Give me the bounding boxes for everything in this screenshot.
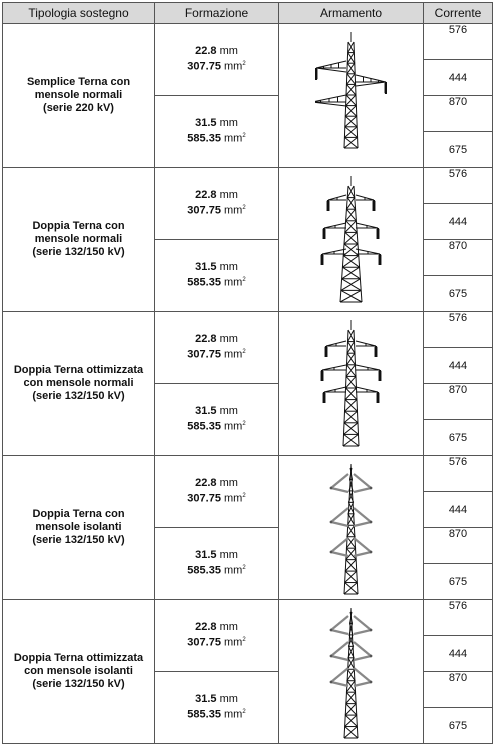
diameter-unit: mm: [216, 477, 238, 490]
formazione-cell: 22.8 mm 307.75 $mm^2$: [155, 312, 279, 384]
tipologia-line: Doppia Terna con: [32, 220, 125, 232]
tipologia-cell: [3, 24, 155, 168]
tipologia-line: mensole normali: [34, 233, 123, 245]
conductor-diameter: 31.5: [195, 693, 217, 706]
corrente-cell: 444: [424, 204, 493, 240]
area-unit: mm: [220, 276, 243, 289]
diameter-unit: mm: [216, 621, 238, 634]
corrente-cell: 444: [424, 636, 493, 672]
corrente-cell: 675: [424, 564, 493, 600]
corrente-cell: 576: [424, 312, 493, 348]
area-unit: mm: [220, 708, 243, 721]
conductor-diameter: 31.5: [195, 117, 217, 130]
corrente-cell: 444: [424, 60, 493, 96]
area-unit: mm: [220, 348, 243, 361]
single-circuit-normal-crossarms-icon: [315, 28, 387, 164]
formazione-cell: 22.8 mm 307.75 $mm^2$: [155, 168, 279, 240]
diameter-unit: mm: [216, 693, 238, 706]
formazione-cell: 31.5 mm 585.35 $mm^2$: [155, 96, 279, 168]
formazione-cell: 22.8 mm 307.75 $mm^2$: [155, 456, 279, 528]
double-circuit-insulating-crossarms-icon: [315, 460, 387, 596]
formazione-cell: 31.5 mm 585.35 $mm^2$: [155, 384, 279, 456]
area-unit: mm: [220, 60, 243, 73]
diameter-unit: mm: [216, 189, 238, 202]
conductor-area: 585.35: [187, 276, 221, 289]
optimized-double-circuit-insulating-crossarms-icon: [315, 604, 387, 740]
diameter-unit: mm: [216, 549, 238, 562]
header-row: [3, 3, 493, 24]
diameter-unit: mm: [216, 333, 238, 346]
tipologia-line: (serie 220 kV): [43, 102, 114, 114]
header-formazione: Formazione: [155, 3, 279, 24]
corrente-cell: 576: [424, 168, 493, 204]
conductor-area: 585.35: [187, 132, 221, 145]
area-unit: mm: [220, 132, 243, 145]
conductor-diameter: 31.5: [195, 261, 217, 274]
area-unit: mm: [220, 492, 243, 505]
corrente-cell: 675: [424, 420, 493, 456]
conductor-diameter: 22.8: [195, 333, 217, 346]
conductor-area: 585.35: [187, 420, 221, 433]
area-unit: mm: [220, 564, 243, 577]
corrente-cell: 444: [424, 492, 493, 528]
tipologia-line: (serie 132/150 kV): [32, 246, 125, 258]
armamento-cell: [279, 24, 424, 168]
corrente-cell: 870: [424, 672, 493, 708]
armamento-cell: [279, 168, 424, 312]
diameter-unit: mm: [216, 405, 238, 418]
conductor-diameter: 31.5: [195, 405, 217, 418]
diameter-unit: mm: [216, 117, 238, 130]
header-tipologia: Tipologia sostegno: [3, 3, 155, 24]
corrente-cell: 870: [424, 240, 493, 276]
conductor-diameter: 22.8: [195, 189, 217, 202]
tipologia-line: Semplice Terna con: [26, 76, 131, 88]
tipologia-line: (serie 132/150 kV): [32, 390, 125, 402]
conductor-area: 307.75: [187, 348, 221, 361]
tipologia-line: (serie 132/150 kV): [32, 534, 125, 546]
corrente-cell: 675: [424, 132, 493, 168]
formazione-cell: 31.5 mm 585.35 $mm^2$: [155, 672, 279, 744]
tipologia-line: con mensole isolanti: [24, 665, 133, 677]
conductor-diameter: 22.8: [195, 621, 217, 634]
corrente-cell: 870: [424, 384, 493, 420]
area-unit: mm: [220, 204, 243, 217]
header-armamento: Armamento: [279, 3, 424, 24]
table-row: [3, 312, 493, 348]
conductor-diameter: 31.5: [195, 549, 217, 562]
corrente-cell: 870: [424, 96, 493, 132]
formazione-cell: 22.8 mm 307.75 $mm^2$: [155, 24, 279, 96]
tipologia-cell: [3, 312, 155, 456]
armamento-cell: [279, 312, 424, 456]
corrente-cell: 576: [424, 456, 493, 492]
conductor-diameter: 22.8: [195, 45, 217, 58]
table-row: [3, 456, 493, 492]
area-unit: mm: [220, 420, 243, 433]
conductor-area: 307.75: [187, 636, 221, 649]
tipologia-line: mensole isolanti: [35, 521, 122, 533]
formazione-cell: 31.5 mm 585.35 $mm^2$: [155, 240, 279, 312]
table-row: [3, 600, 493, 636]
armamento-cell: [279, 600, 424, 744]
conductor-area: 307.75: [187, 60, 221, 73]
corrente-cell: 870: [424, 528, 493, 564]
corrente-cell: 576: [424, 600, 493, 636]
table-row: [3, 168, 493, 204]
corrente-cell: 675: [424, 276, 493, 312]
diameter-unit: mm: [216, 45, 238, 58]
diameter-unit: mm: [216, 261, 238, 274]
conductor-area: 307.75: [187, 492, 221, 505]
tipologia-line: Doppia Terna con: [32, 508, 125, 520]
conductor-area: 307.75: [187, 204, 221, 217]
armamento-cell: [279, 456, 424, 600]
tipologia-line: con mensole normali: [23, 377, 134, 389]
tipologia-line: Doppia Terna ottimizzata: [13, 364, 144, 376]
corrente-cell: 576: [424, 24, 493, 60]
tipologia-cell: [3, 456, 155, 600]
tipologia-line: (serie 132/150 kV): [32, 678, 125, 690]
formazione-cell: 31.5 mm 585.35 $mm^2$: [155, 528, 279, 600]
tipologia-line: Doppia Terna ottimizzata: [13, 652, 144, 664]
double-circuit-normal-crossarms-icon: [315, 172, 387, 308]
conductor-diameter: 22.8: [195, 477, 217, 490]
table-row: [3, 24, 493, 60]
conductor-area: 585.35: [187, 564, 221, 577]
corrente-cell: 675: [424, 708, 493, 744]
tipologia-line: mensole normali: [34, 89, 123, 101]
area-unit: mm: [220, 636, 243, 649]
tipologia-cell: [3, 600, 155, 744]
corrente-cell: 444: [424, 348, 493, 384]
conductor-area: 585.35: [187, 708, 221, 721]
conductor-data-table: [2, 2, 493, 744]
formazione-cell: 22.8 mm 307.75 $mm^2$: [155, 600, 279, 672]
optimized-double-circuit-normal-crossarms-icon: [315, 316, 387, 452]
tipologia-cell: [3, 168, 155, 312]
header-corrente: Corrente: [424, 3, 493, 24]
